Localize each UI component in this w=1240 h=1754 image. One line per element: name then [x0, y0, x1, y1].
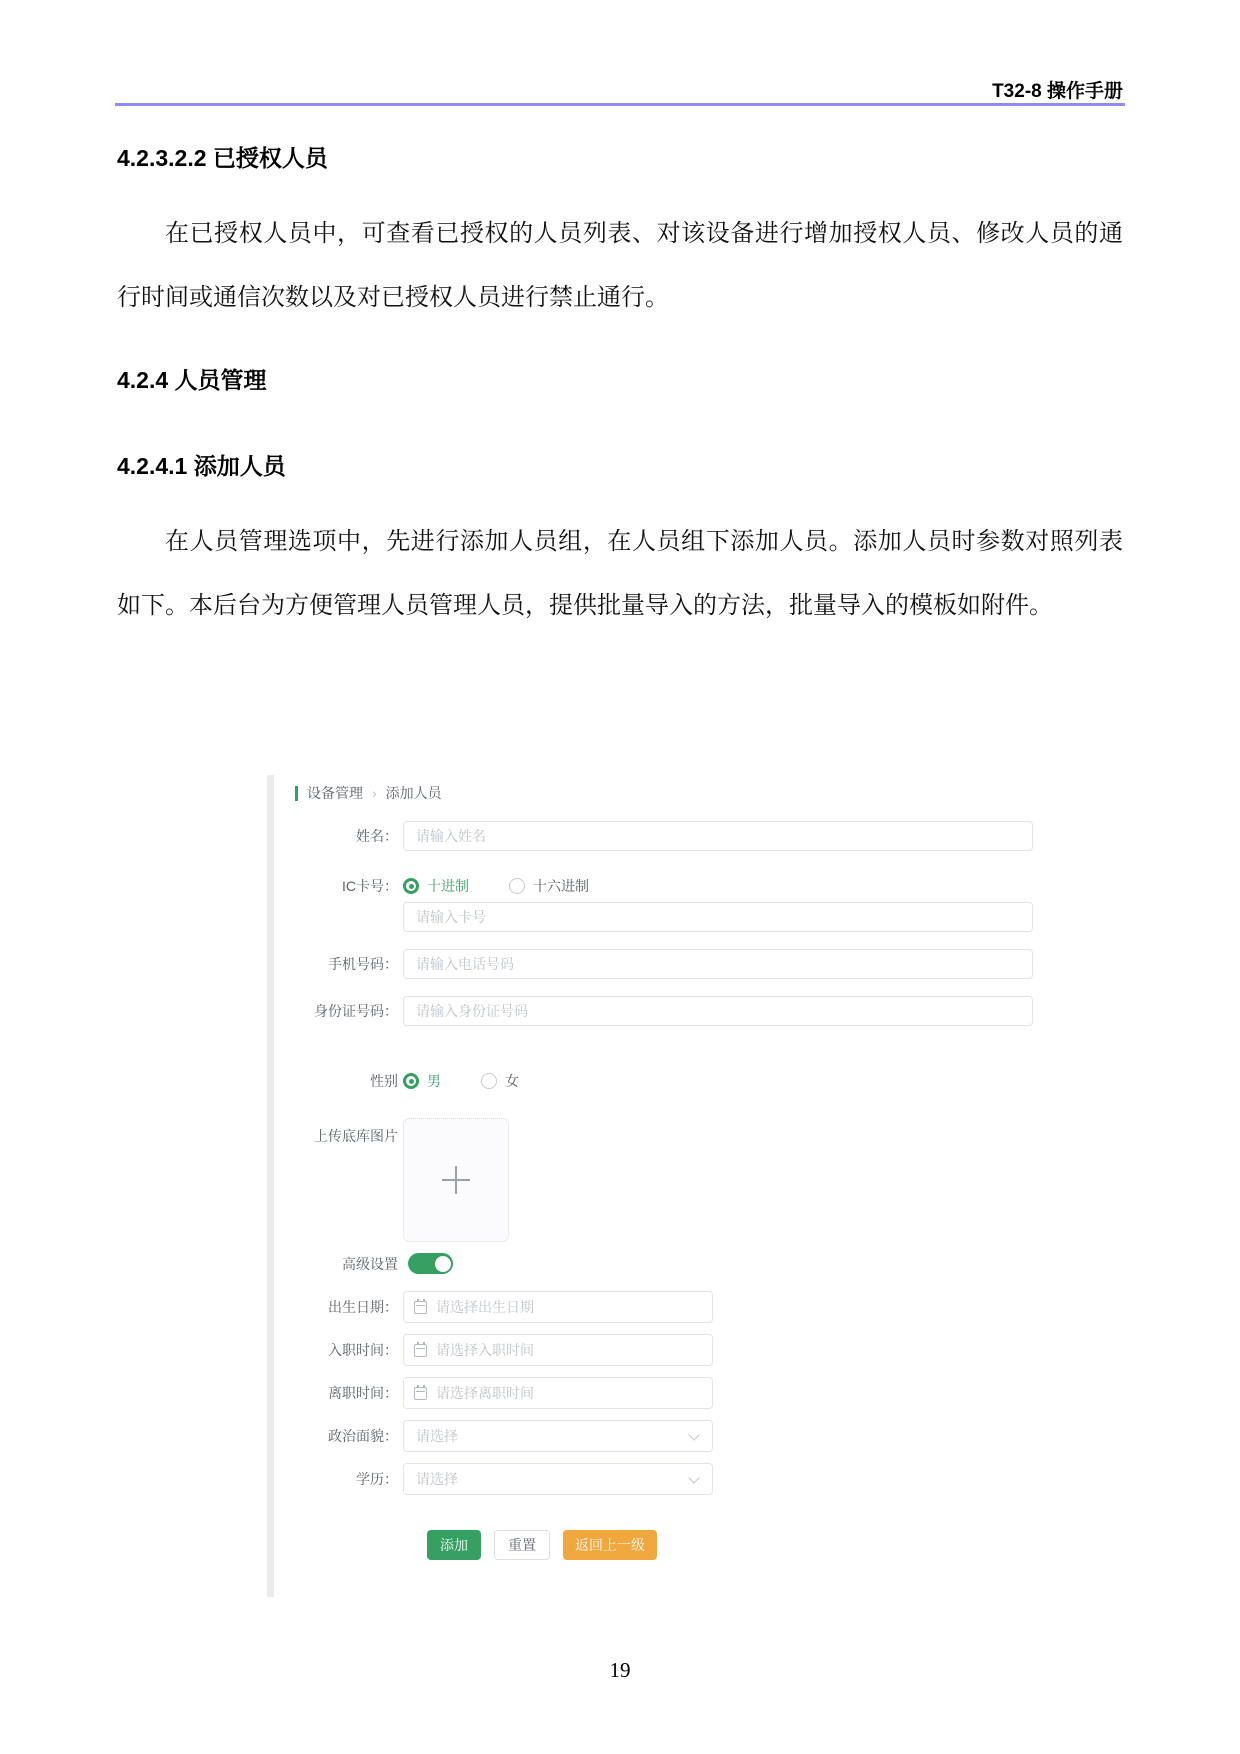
name-label: 姓名： — [356, 828, 398, 844]
form-row-birth-date — [267, 1291, 713, 1323]
breadcrumb-item-add-person: 添加人员 — [385, 785, 442, 801]
form-row-card-number — [267, 902, 1033, 932]
header-rule — [115, 103, 1125, 106]
radio-male-label[interactable]: 男 — [427, 1073, 441, 1089]
form-row-id-number — [267, 996, 1033, 1026]
radio-male[interactable] — [403, 1073, 419, 1089]
political-status-placeholder: 请选择 — [416, 1428, 458, 1444]
form-row-upload — [267, 1118, 509, 1242]
card-number-input[interactable] — [403, 902, 1033, 932]
radio-decimal[interactable] — [403, 878, 419, 894]
political-status-label: 政治面貌： — [328, 1428, 398, 1444]
calendar-icon — [414, 1301, 427, 1314]
radio-hexadecimal-label[interactable]: 十六进制 — [533, 878, 589, 894]
education-placeholder: 请选择 — [416, 1471, 458, 1487]
form-row-name — [267, 821, 1033, 851]
gender-label: 性别 — [370, 1073, 398, 1089]
paragraph-authorized-personnel: 在已授权人员中，可查看已授权的人员列表、对该设备进行增加授权人员、修改人员的通行时间或通信次数以及对已授权人员进行禁止通行。 — [117, 220, 1123, 311]
form-row-hire-date — [267, 1334, 713, 1366]
breadcrumb-accent-bar — [295, 786, 298, 801]
political-status-select[interactable] — [403, 1420, 713, 1452]
phone-label: 手机号码： — [328, 956, 398, 972]
heading-add-person: 4.2.4.1 添加人员 — [117, 453, 286, 479]
breadcrumb-item-device-management[interactable]: 设备管理 — [307, 785, 363, 801]
add-button[interactable]: 添加 — [427, 1530, 481, 1560]
advanced-settings-toggle[interactable] — [408, 1253, 453, 1274]
form-row-advanced-settings — [267, 1253, 453, 1274]
hire-date-label: 入职时间： — [328, 1342, 398, 1358]
form-row-ic-card-type — [267, 876, 629, 896]
birth-date-label: 出生日期： — [328, 1299, 398, 1315]
hire-date-input[interactable] — [403, 1334, 713, 1366]
education-label: 学历： — [356, 1471, 398, 1487]
birth-date-input[interactable] — [403, 1291, 713, 1323]
chevron-down-icon — [688, 1429, 699, 1440]
embedded-screenshot — [267, 775, 1125, 1607]
page-header-title: T32-8 操作手册 — [992, 81, 1123, 102]
paragraph-add-person: 在人员管理选项中，先进行添加人员组，在人员组下添加人员。添加人员时参数对照列表如下。本后台为方便管理人员管理人员，提供批量导入的方法，批量导入的模板如附件。 — [117, 528, 1123, 619]
form-row-political-status — [267, 1420, 713, 1452]
advanced-settings-label: 高级设置 — [342, 1255, 398, 1272]
chevron-down-icon — [688, 1472, 699, 1483]
plus-icon — [442, 1166, 470, 1194]
chevron-right-icon: › — [372, 785, 377, 801]
id-number-input[interactable] — [403, 996, 1033, 1026]
radio-hexadecimal[interactable] — [509, 878, 525, 894]
name-input[interactable] — [403, 821, 1033, 851]
ic-card-label: IC卡号： — [342, 878, 398, 894]
radio-decimal-label[interactable]: 十进制 — [427, 878, 469, 894]
page-number: 19 — [609, 1658, 631, 1682]
calendar-icon — [414, 1344, 427, 1357]
leave-date-label: 离职时间： — [328, 1385, 398, 1401]
form-row-gender — [267, 1071, 559, 1091]
form-row-education — [267, 1463, 713, 1495]
form-row-leave-date — [267, 1377, 713, 1409]
back-button[interactable]: 返回上一级 — [563, 1530, 657, 1560]
calendar-icon — [414, 1387, 427, 1400]
reset-button[interactable]: 重置 — [494, 1530, 550, 1560]
id-number-label: 身份证号码： — [314, 1003, 398, 1019]
form-actions — [427, 1530, 657, 1560]
toggle-knob — [435, 1256, 451, 1272]
ic-card-radio-group — [403, 876, 629, 896]
upload-dropzone[interactable] — [403, 1118, 509, 1242]
leave-date-input[interactable] — [403, 1377, 713, 1409]
heading-authorized-personnel: 4.2.3.2.2 已授权人员 — [117, 145, 328, 171]
radio-female-label[interactable]: 女 — [505, 1073, 519, 1089]
gender-radio-group — [403, 1071, 559, 1091]
radio-female[interactable] — [481, 1073, 497, 1089]
upload-label: 上传底库图片 — [314, 1128, 398, 1144]
phone-input[interactable] — [403, 949, 1033, 979]
form-row-phone — [267, 949, 1033, 979]
education-select[interactable] — [403, 1463, 713, 1495]
heading-personnel-management: 4.2.4 人员管理 — [117, 367, 267, 393]
breadcrumb — [295, 783, 442, 803]
